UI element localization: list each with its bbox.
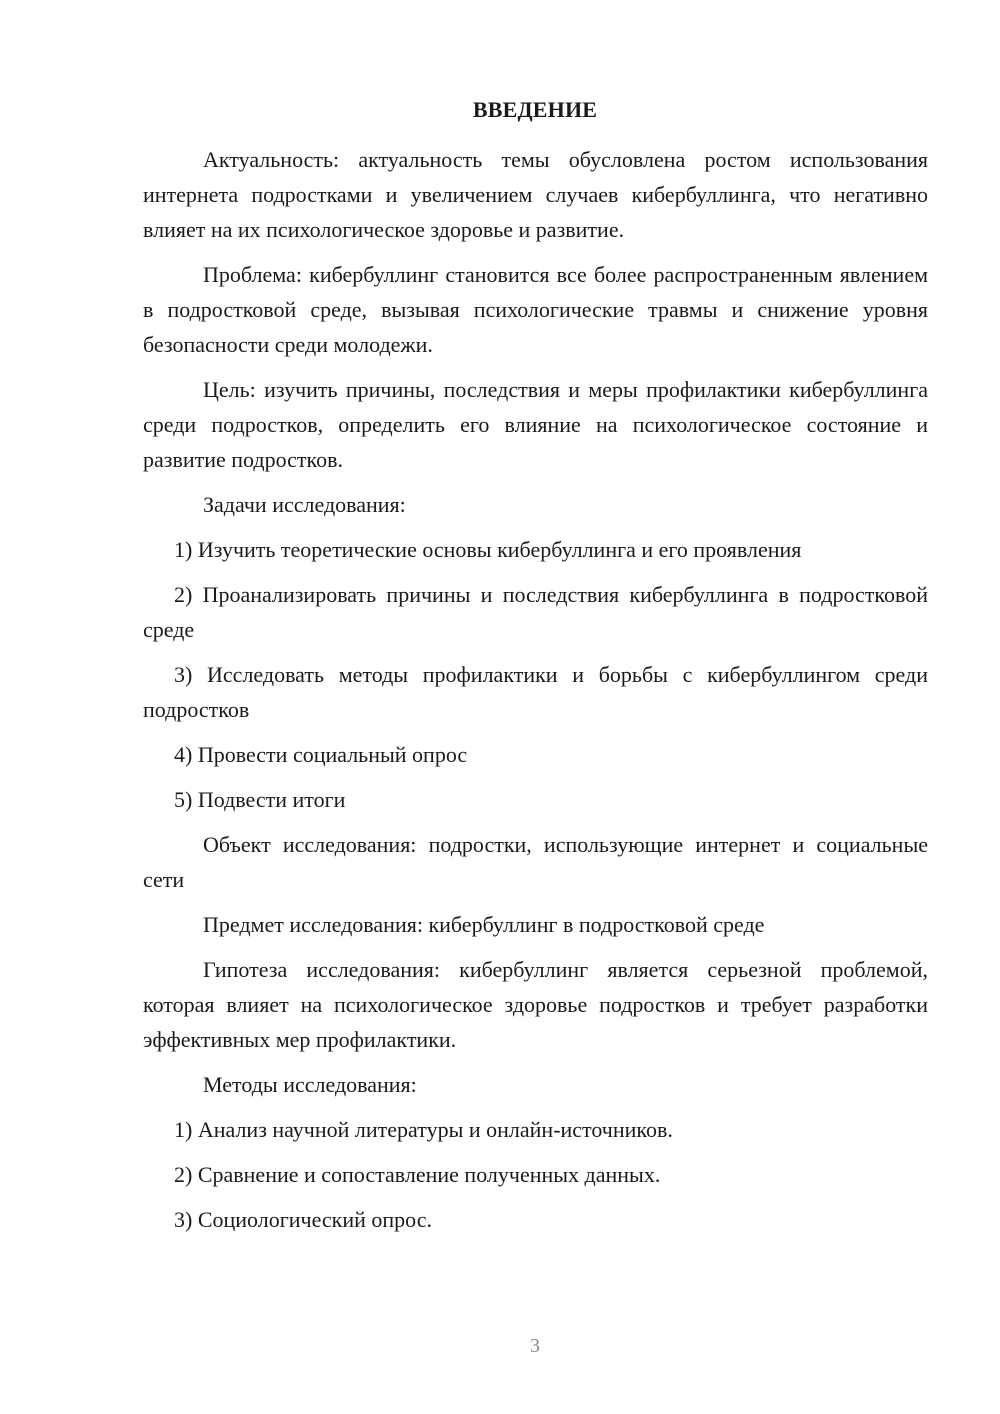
task-item-4: 4) Провести социальный опрос [174, 742, 468, 767]
object-paragraph: Объект исследования: подростки, использующие интернет и социальные сети [143, 832, 928, 892]
relevance-paragraph: Актуальность: актуальность темы обусловлена ростом использования интернета подростками и увеличением случаев кибербуллинга, что негативно влияет на их психологическое здоровье и развитие. [143, 147, 928, 242]
section-heading: ВВЕДЕНИЕ [472, 97, 598, 122]
task-item-3: 3) Исследовать методы профилактики и борьбы с кибербуллингом среди подростков [143, 662, 928, 722]
method-item-1: 1) Анализ научной литературы и онлайн-источников. [174, 1117, 673, 1142]
problem-paragraph: Проблема: кибербуллинг становится все более распространенным явлением в подростковой среде, вызывая психологические травмы и снижение уровня безопасности среди молодежи. [143, 262, 928, 357]
method-item-2: 2) Сравнение и сопоставление полученных данных. [174, 1162, 661, 1187]
task-item-2: 2) Проанализировать причины и последствия кибербуллинга в подростковой среде [143, 582, 928, 642]
task-item-1: 1) Изучить теоретические основы кибербуллинга и его проявления [174, 537, 802, 562]
methods-title: Методы исследования: [203, 1072, 417, 1097]
document-body [143, 142, 928, 1247]
subject-paragraph: Предмет исследования: кибербуллинг в подростковой среде [203, 912, 765, 937]
method-item-3: 3) Социологический опрос. [174, 1207, 432, 1232]
tasks-title: Задачи исследования: [203, 492, 406, 517]
task-item-5: 5) Подвести итоги [174, 787, 346, 812]
goal-paragraph: Цель: изучить причины, последствия и меры профилактики кибербуллинга среди подростков, определить его влияние на психологическое состояние и развитие подростков. [143, 377, 928, 472]
page-number: 3 [530, 1335, 540, 1357]
hypothesis-paragraph: Гипотеза исследования: кибербуллинг является серьезной проблемой, которая влияет на психологическое здоровье подростков и требует разработки эффективных мер профилактики. [143, 957, 928, 1052]
